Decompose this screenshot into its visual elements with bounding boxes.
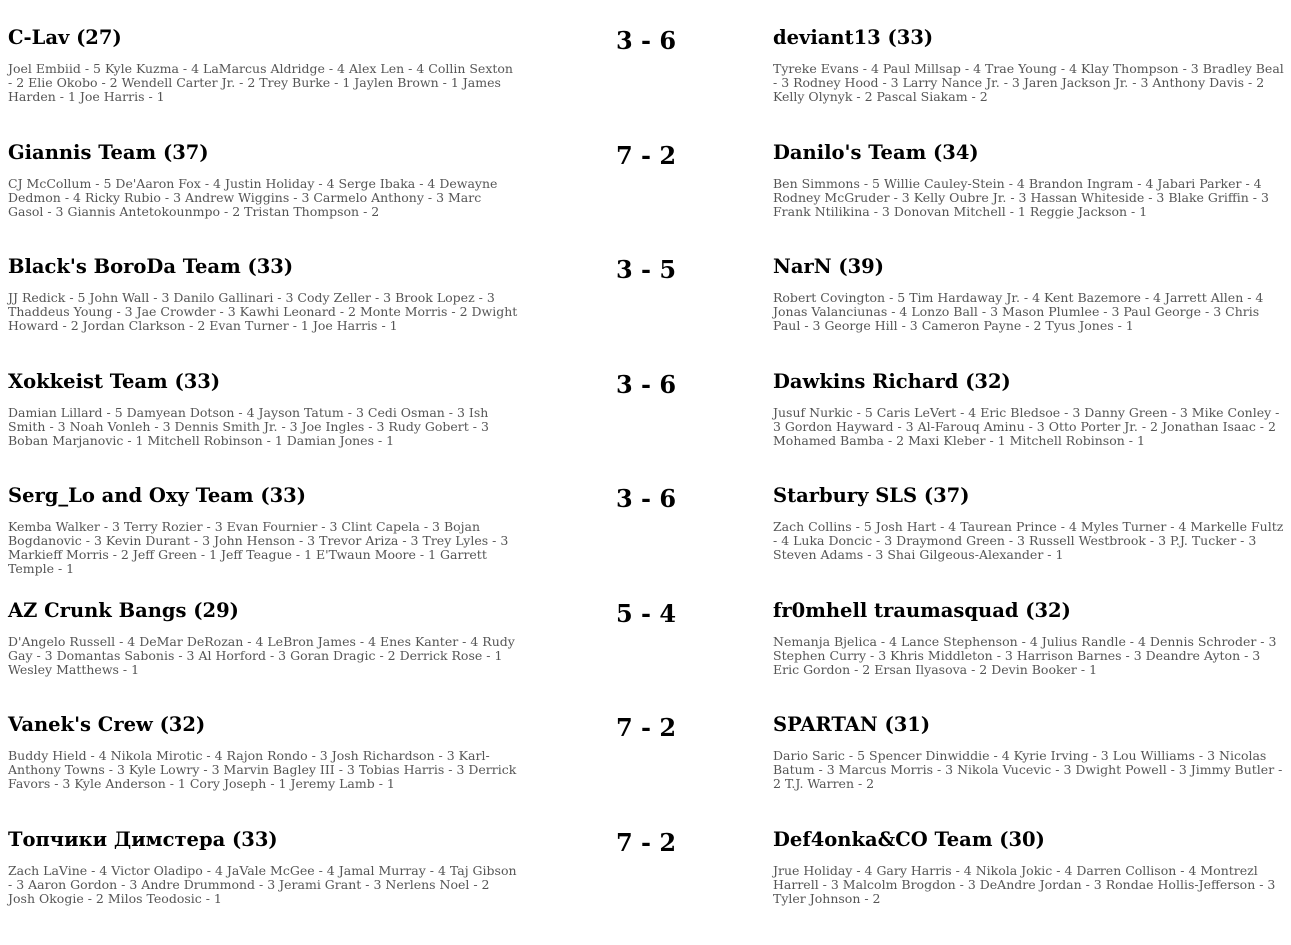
matchup-score: 7 - 2 <box>615 713 677 742</box>
away-team-name: SPARTAN (31) <box>773 713 931 736</box>
home-team-roster: Buddy Hield - 4 Nikola Mirotic - 4 Rajon Rondo - 3 Josh Richardson - 3 Karl-Anthony Towns - 3 Kyle Lowry - 3 Marvin Bagley III - 3 Tobias Harris - 3 Derrick Favors - 3 Kyle Anderson - 1 Cory Joseph - 1 Jeremy Lamb - 1 <box>8 748 517 791</box>
matchup-score: 3 - 5 <box>615 255 677 284</box>
away-team-roster: Ben Simmons - 5 Willie Cauley-Stein - 4 Brandon Ingram - 4 Jabari Parker - 4 Rodney McGruder - 3 Kelly Oubre Jr. - 3 Hassan Whiteside - 3 Blake Griffin - 3 Frank Ntilikina - 3 Donovan Mitchell - 1 Reggie Jackson - 1 <box>773 175 1269 219</box>
home-team-name: AZ Crunk Bangs (29) <box>8 598 239 622</box>
matchup-list <box>0 26 1291 942</box>
home-team-roster: Joel Embiid - 5 Kyle Kuzma - 4 LaMarcus Aldridge - 4 Alex Len - 4 Collin Sexton - 2 Elie Okobo - 2 Wendell Carter Jr. - 2 Trey Burke - 1 Jaylen Brown - 1 James Harden - 1 Joe Harris - 1 <box>8 61 513 104</box>
home-team <box>8 370 520 448</box>
away-team-roster: Tyreke Evans - 4 Paul Millsap - 4 Trae Young - 4 Klay Thompson - 3 Bradley Beal - 3 Rodney Hood - 3 Larry Nance Jr. - 3 Jaren Jackson Jr. - 3 Anthony Davis - 2 Kelly Olynyk - 2 Pascal Siakam - 2 <box>773 61 1284 104</box>
home-team <box>8 255 520 333</box>
home-team-name: Giannis Team (37) <box>8 140 209 164</box>
home-team-name: Xokkeist Team (33) <box>8 369 221 393</box>
matchup-score: 7 - 2 <box>615 827 677 857</box>
away-team <box>773 828 1285 906</box>
home-team-name: C-Lav (27) <box>8 26 122 49</box>
away-team-roster: Zach Collins - 5 Josh Hart - 4 Taurean Prince - 4 Myles Turner - 4 Markelle Fultz - 4 Luka Doncic - 3 Draymond Green - 3 Russell Westbrook - 3 P.J. Tucker - 3 Steven Adams - 3 Shai Gilgeous-Alexander - 1 <box>773 519 1284 562</box>
away-team <box>773 255 1285 333</box>
away-team <box>773 141 1285 219</box>
home-team <box>8 828 520 906</box>
away-team <box>773 599 1285 677</box>
matchup-6 <box>0 599 1291 714</box>
away-team-name: fr0mhell traumasquad (32) <box>773 598 1071 622</box>
away-team-roster: Jrue Holiday - 4 Gary Harris - 4 Nikola Jokic - 4 Darren Collison - 4 Montrezl Harrell - 3 Malcolm Brogdon - 3 DeAndre Jordan - 3 Rondae Hollis-Jefferson - 3 Tyler Johnson - 2 <box>773 862 1276 906</box>
home-team-name: Vanek's Crew (32) <box>8 713 206 736</box>
home-team <box>8 484 520 576</box>
matchup-1 <box>0 26 1291 141</box>
away-team-name: Dawkins Richard (32) <box>773 369 1011 393</box>
away-team-roster: Robert Covington - 5 Tim Hardaway Jr. - 4 Kent Bazemore - 4 Jarrett Allen - 4 Jonas Valanciunas - 4 Lonzo Ball - 3 Mason Plumlee - 3 Paul George - 3 Chris Paul - 3 George Hill - 3 Cameron Payne - 2 Tyus Jones - 1 <box>773 290 1264 333</box>
home-team-roster: CJ McCollum - 5 De'Aaron Fox - 4 Justin Holiday - 4 Serge Ibaka - 4 Dewayne Dedmon - 4 Ricky Rubio - 3 Andrew Wiggins - 3 Carmelo Anthony - 3 Marc Gasol - 3 Giannis Antetokounmpo - 2 Tristan Thompson - 2 <box>8 175 498 219</box>
home-team-roster: Zach LaVine - 4 Victor Oladipo - 4 JaVale McGee - 4 Jamal Murray - 4 Taj Gibson - 3 Aaron Gordon - 3 Andre Drummond - 3 Jerami Grant - 3 Nerlens Noel - 2 Josh Okogie - 2 Milos Teodosic - 1 <box>8 862 517 906</box>
matchup-score: 3 - 6 <box>615 26 677 55</box>
away-team-roster: Dario Saric - 5 Spencer Dinwiddie - 4 Kyrie Irving - 3 Lou Williams - 3 Nicolas Batum - 3 Marcus Morris - 3 Nikola Vucevic - 3 Dwight Powell - 3 Jimmy Butler - 2 T.J. Warren - 2 <box>773 748 1283 791</box>
home-team-roster: JJ Redick - 5 John Wall - 3 Danilo Gallinari - 3 Cody Zeller - 3 Brook Lopez - 3 Thaddeus Young - 3 Jae Crowder - 3 Kawhi Leonard - 2 Monte Morris - 2 Dwight Howard - 2 Jordan Clarkson - 2 Evan Turner - 1 Joe Harris - 1 <box>8 290 518 333</box>
home-team-roster: Damian Lillard - 5 Damyean Dotson - 4 Jayson Tatum - 3 Cedi Osman - 3 Ish Smith - 3 Noah Vonleh - 3 Dennis Smith Jr. - 3 Joe Ingles - 3 Rudy Gobert - 3 Boban Marjanovic - 1 Mitchell Robinson - 1 Damian Jones - 1 <box>8 404 489 448</box>
matchup-score: 3 - 6 <box>615 369 677 399</box>
home-team-name: Black's BoroDa Team (33) <box>8 255 294 278</box>
matchup-5 <box>0 484 1291 599</box>
away-team-name: Danilo's Team (34) <box>773 140 979 164</box>
away-team <box>773 484 1285 562</box>
matchup-score: 7 - 2 <box>615 140 677 170</box>
matchup-7 <box>0 713 1291 828</box>
home-team-roster: D'Angelo Russell - 4 DeMar DeRozan - 4 LeBron James - 4 Enes Kanter - 4 Rudy Gay - 3 Domantas Sabonis - 3 Al Horford - 3 Goran Dragic - 2 Derrick Rose - 1 Wesley Matthews - 1 <box>8 633 515 677</box>
away-team-name: Starbury SLS (37) <box>773 484 970 507</box>
matchup-8 <box>0 828 1291 943</box>
away-team-name: NarN (39) <box>773 255 884 278</box>
away-team-roster: Nemanja Bjelica - 4 Lance Stephenson - 4 Julius Randle - 4 Dennis Schroder - 3 Stephen Curry - 3 Khris Middleton - 3 Harrison Barnes - 3 Deandre Ayton - 3 Eric Gordon - 2 Ersan Ilyasova - 2 Devin Booker - 1 <box>773 633 1277 677</box>
home-team <box>8 599 520 677</box>
matchup-score: 5 - 4 <box>615 598 677 628</box>
home-team-roster: Kemba Walker - 3 Terry Rozier - 3 Evan Fournier - 3 Clint Capela - 3 Bojan Bogdanovic - 3 Kevin Durant - 3 John Henson - 3 Trevor Ariza - 3 Trey Lyles - 3 Markieff Morris - 2 Jeff Green - 1 Jeff Teague - 1 E'Twaun Moore - 1 Garrett Temple - 1 <box>8 519 509 576</box>
away-team-roster: Jusuf Nurkic - 5 Caris LeVert - 4 Eric Bledsoe - 3 Danny Green - 3 Mike Conley - 3 Gordon Hayward - 3 Al-Farouq Aminu - 3 Otto Porter Jr. - 2 Jonathan Isaac - 2 Mohamed Bamba - 2 Maxi Kleber - 1 Mitchell Robinson - 1 <box>773 404 1280 448</box>
away-team <box>773 26 1285 104</box>
home-team <box>8 141 520 219</box>
away-team-name: deviant13 (33) <box>773 26 934 49</box>
away-team <box>773 713 1285 791</box>
away-team-name: Def4onka&CO Team (30) <box>773 827 1045 851</box>
away-team <box>773 370 1285 448</box>
home-team <box>8 713 520 791</box>
matchup-3 <box>0 255 1291 370</box>
home-team-name: Serg_Lo and Oxy Team (33) <box>8 484 306 507</box>
matchup-2 <box>0 141 1291 256</box>
home-team <box>8 26 520 104</box>
matchup-4 <box>0 370 1291 485</box>
home-team-name: Топчики Димстера (33) <box>8 827 278 851</box>
matchup-score: 3 - 6 <box>615 484 677 513</box>
